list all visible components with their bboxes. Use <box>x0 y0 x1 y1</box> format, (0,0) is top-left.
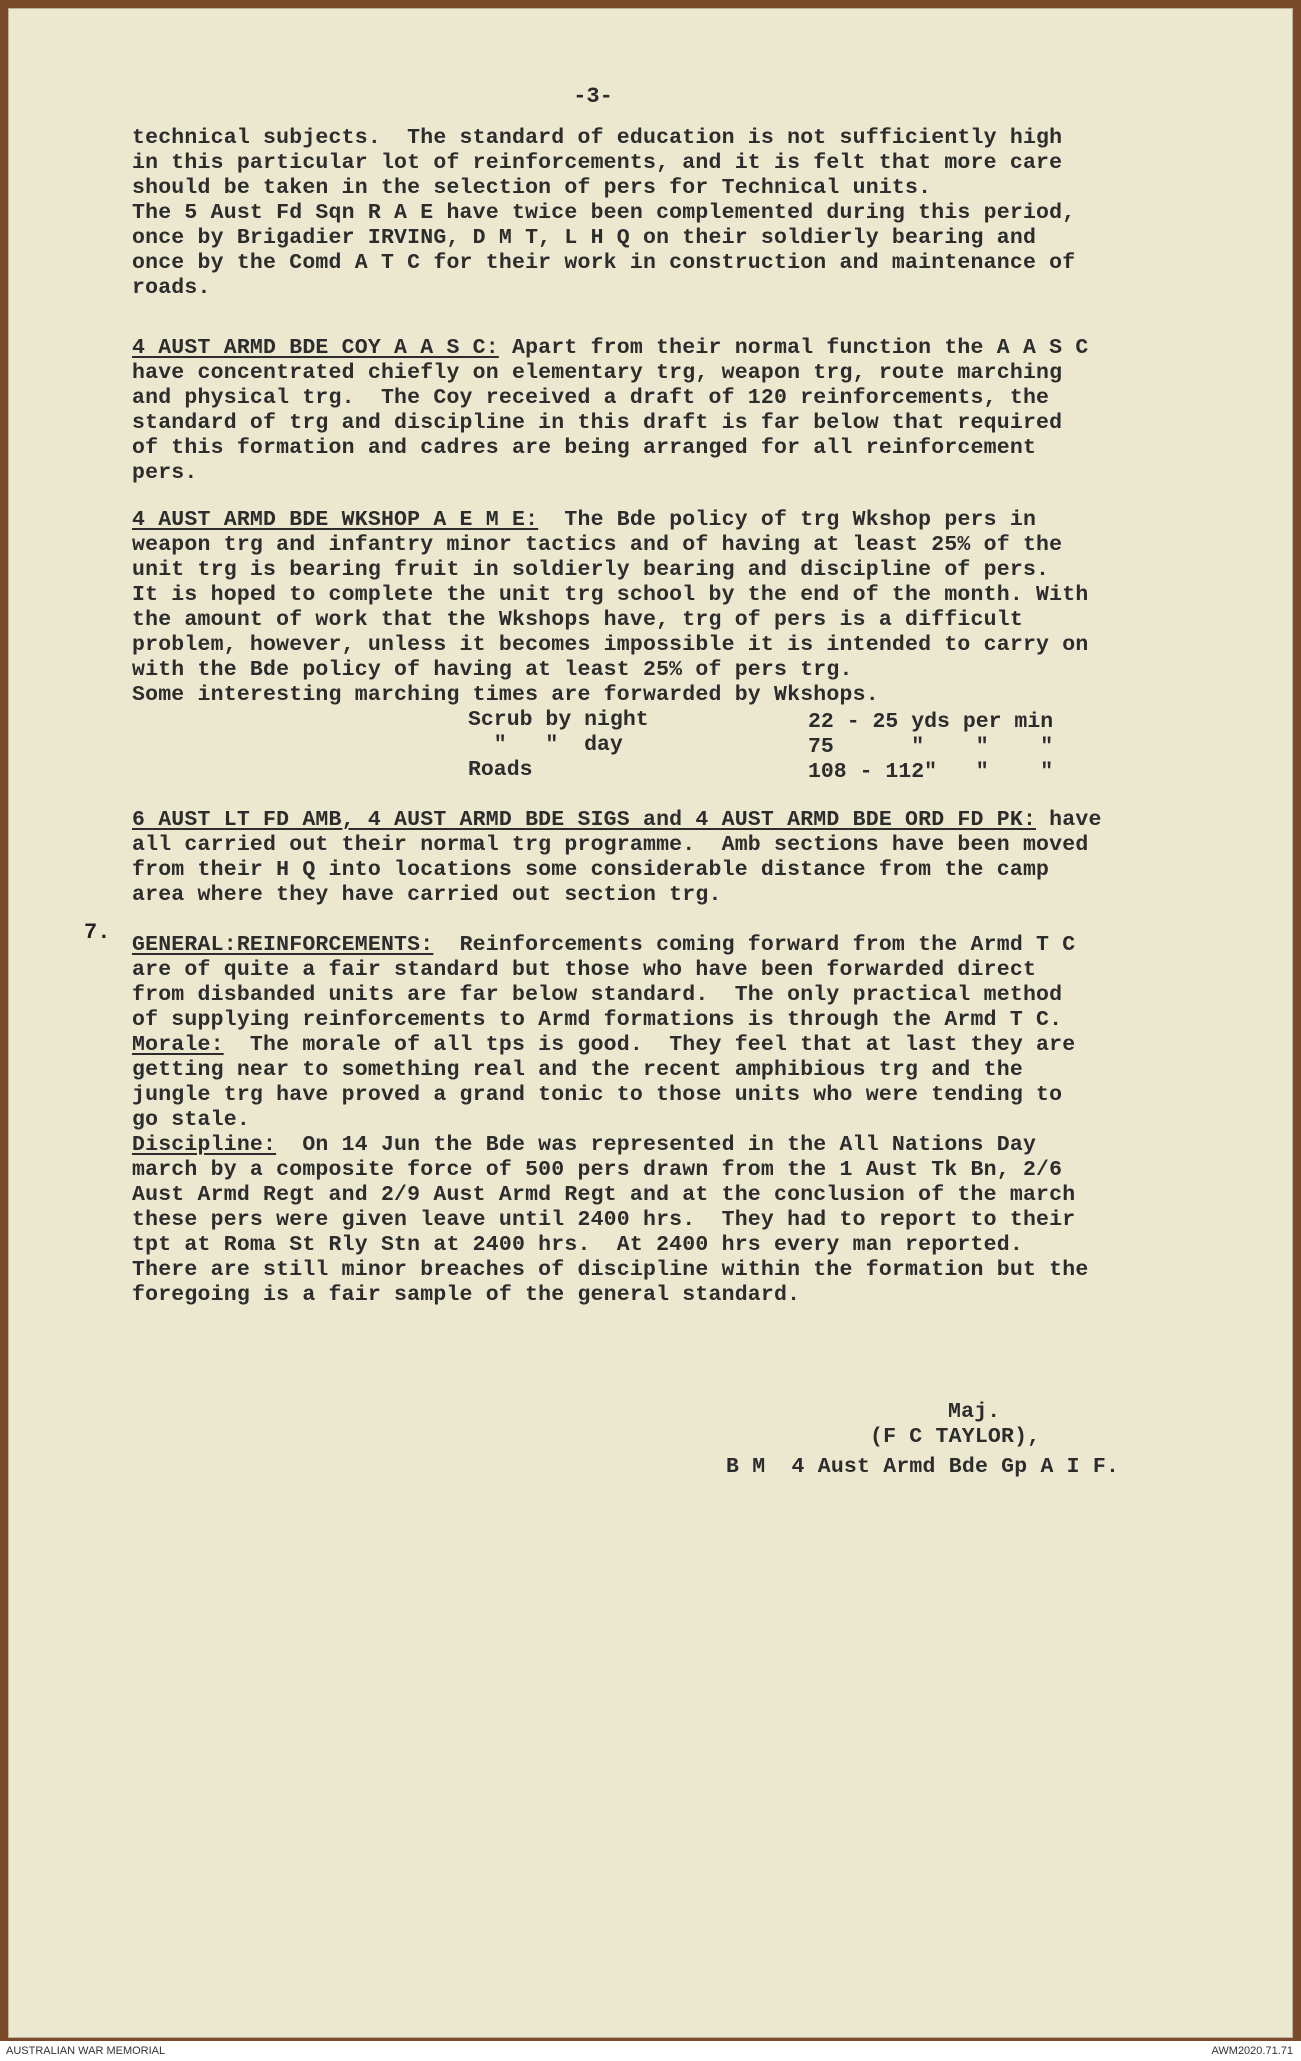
text-line: getting near to something real and the recent amphibious trg and the <box>132 1058 1023 1082</box>
text-line: weapon trg and infantry minor tactics and of having at least 25% of the <box>132 533 1063 557</box>
text-line: should be taken in the selection of pers for Technical units. <box>132 176 932 200</box>
page-number: -3- <box>573 84 613 109</box>
text-line: of supplying reinforcements to Armd formations is through the Armd T C. <box>132 1008 1063 1032</box>
text-line: from disbanded units are far below standard. The only practical method <box>132 983 1063 1007</box>
table-cell: 22 - 25 yds per min <box>808 710 1054 734</box>
section-heading-wkshop: 4 AUST ARMD BDE WKSHOP A E M E: <box>132 508 539 532</box>
text-line: are of quite a fair standard but those who have been forwarded direct <box>132 958 1037 982</box>
text-line: Aust Armd Regt and 2/9 Aust Armd Regt and at the conclusion of the march <box>132 1183 1076 1207</box>
text-line: march by a composite force of 500 pers drawn from the 1 Aust Tk Bn, 2/6 <box>132 1158 1063 1182</box>
text-line: tpt at Roma St Rly Stn at 2400 hrs. At 2400 hrs every man reported. <box>132 1233 1023 1257</box>
text-line: go stale. <box>132 1108 250 1132</box>
text-line: roads. <box>132 276 211 300</box>
text-line: area where they have carried out section trg. <box>132 883 722 907</box>
text-line: jungle trg have proved a grand tonic to those units who were tending to <box>132 1083 1063 1107</box>
section-heading-general: GENERAL:REINFORCEMENTS: <box>132 933 434 957</box>
text-line: It is hoped to complete the unit trg school by the end of the month. With <box>132 583 1089 607</box>
text-line: in this particular lot of reinforcements, and it is felt that more care <box>132 151 1063 175</box>
text-line: technical subjects. The standard of education is not sufficiently high <box>132 126 1063 150</box>
table-cell: 108 - 112" " " <box>808 760 1054 784</box>
text-line: Apart from their normal function the A A S C <box>498 336 1089 360</box>
text-line: the amount of work that the Wkshops have, trg of pers is a difficult <box>132 608 1023 632</box>
text-line: The Bde policy of trg Wkshop pers in <box>538 508 1037 532</box>
table-cell: 75 " " " <box>808 735 1054 759</box>
section-heading-discipline: Discipline: <box>132 1133 277 1157</box>
table-cell: Scrub by night <box>468 708 649 732</box>
archive-footer <box>0 2041 1301 2061</box>
text-line: and physical trg. The Coy received a draft of 120 reinforcements, the <box>132 386 1050 410</box>
signature-rank: Maj. <box>948 1400 1001 1424</box>
text-line: once by Brigadier IRVING, D M T, L H Q on their soldierly bearing and <box>132 226 1037 250</box>
text-line: once by the Comd A T C for their work in construction and maintenance of <box>132 251 1076 275</box>
table-cell: Roads <box>468 758 533 782</box>
table-cell: " " day <box>468 733 623 757</box>
section-heading-aasc: 4 AUST ARMD BDE COY A A S C: <box>132 336 499 360</box>
text-line: have concentrated chiefly on elementary trg, weapon trg, route marching <box>132 361 1063 385</box>
signature-name: (F C TAYLOR), <box>870 1425 1041 1449</box>
document-page <box>8 8 1293 2038</box>
text-line: of this formation and cadres are being arranged for all reinforcement <box>132 436 1037 460</box>
text-line: Reinforcements coming forward from the Armd T C <box>433 933 1076 957</box>
text-line: these pers were given leave until 2400 hrs. They had to report to their <box>132 1208 1076 1232</box>
footer-institution: AUSTRALIAN WAR MEMORIAL <box>6 2045 166 2057</box>
section-heading-morale: Morale: <box>132 1033 224 1057</box>
text-line: foregoing is a fair sample of the general standard. <box>132 1283 801 1307</box>
paragraph-number: 7. <box>84 920 111 945</box>
text-line: standard of trg and discipline in this draft is far below that required <box>132 411 1063 435</box>
signature-title: B M 4 Aust Armd Bde Gp A I F. <box>726 1455 1120 1479</box>
text-line: Some interesting marching times are forwarded by Wkshops. <box>132 683 879 707</box>
footer-reference: AWM2020.71.71 <box>1211 2045 1293 2057</box>
section-heading-amb: 6 AUST LT FD AMB, 4 AUST ARMD BDE SIGS and 4 AUST ARMD BDE ORD FD PK: <box>132 808 1037 832</box>
text-line: problem, however, unless it becomes impossible it is intended to carry on <box>132 633 1089 657</box>
text-line: There are still minor breaches of discipline within the formation but the <box>132 1258 1089 1282</box>
text-line: The morale of all tps is good. They feel that at last they are <box>223 1033 1076 1057</box>
text-line: with the Bde policy of having at least 25% of pers trg. <box>132 658 853 682</box>
text-line: The 5 Aust Fd Sqn R A E have twice been complemented during this period, <box>132 201 1076 225</box>
text-line: pers. <box>132 461 198 485</box>
text-line: On 14 Jun the Bde was represented in the All Nations Day <box>276 1133 1037 1157</box>
text-line: all carried out their normal trg programme. Amb sections have been moved <box>132 833 1089 857</box>
text-line: unit trg is bearing fruit in soldierly bearing and discipline of pers. <box>132 558 1050 582</box>
text-line: from their H Q into locations some considerable distance from the camp <box>132 858 1050 882</box>
text-line: have <box>1036 808 1102 832</box>
